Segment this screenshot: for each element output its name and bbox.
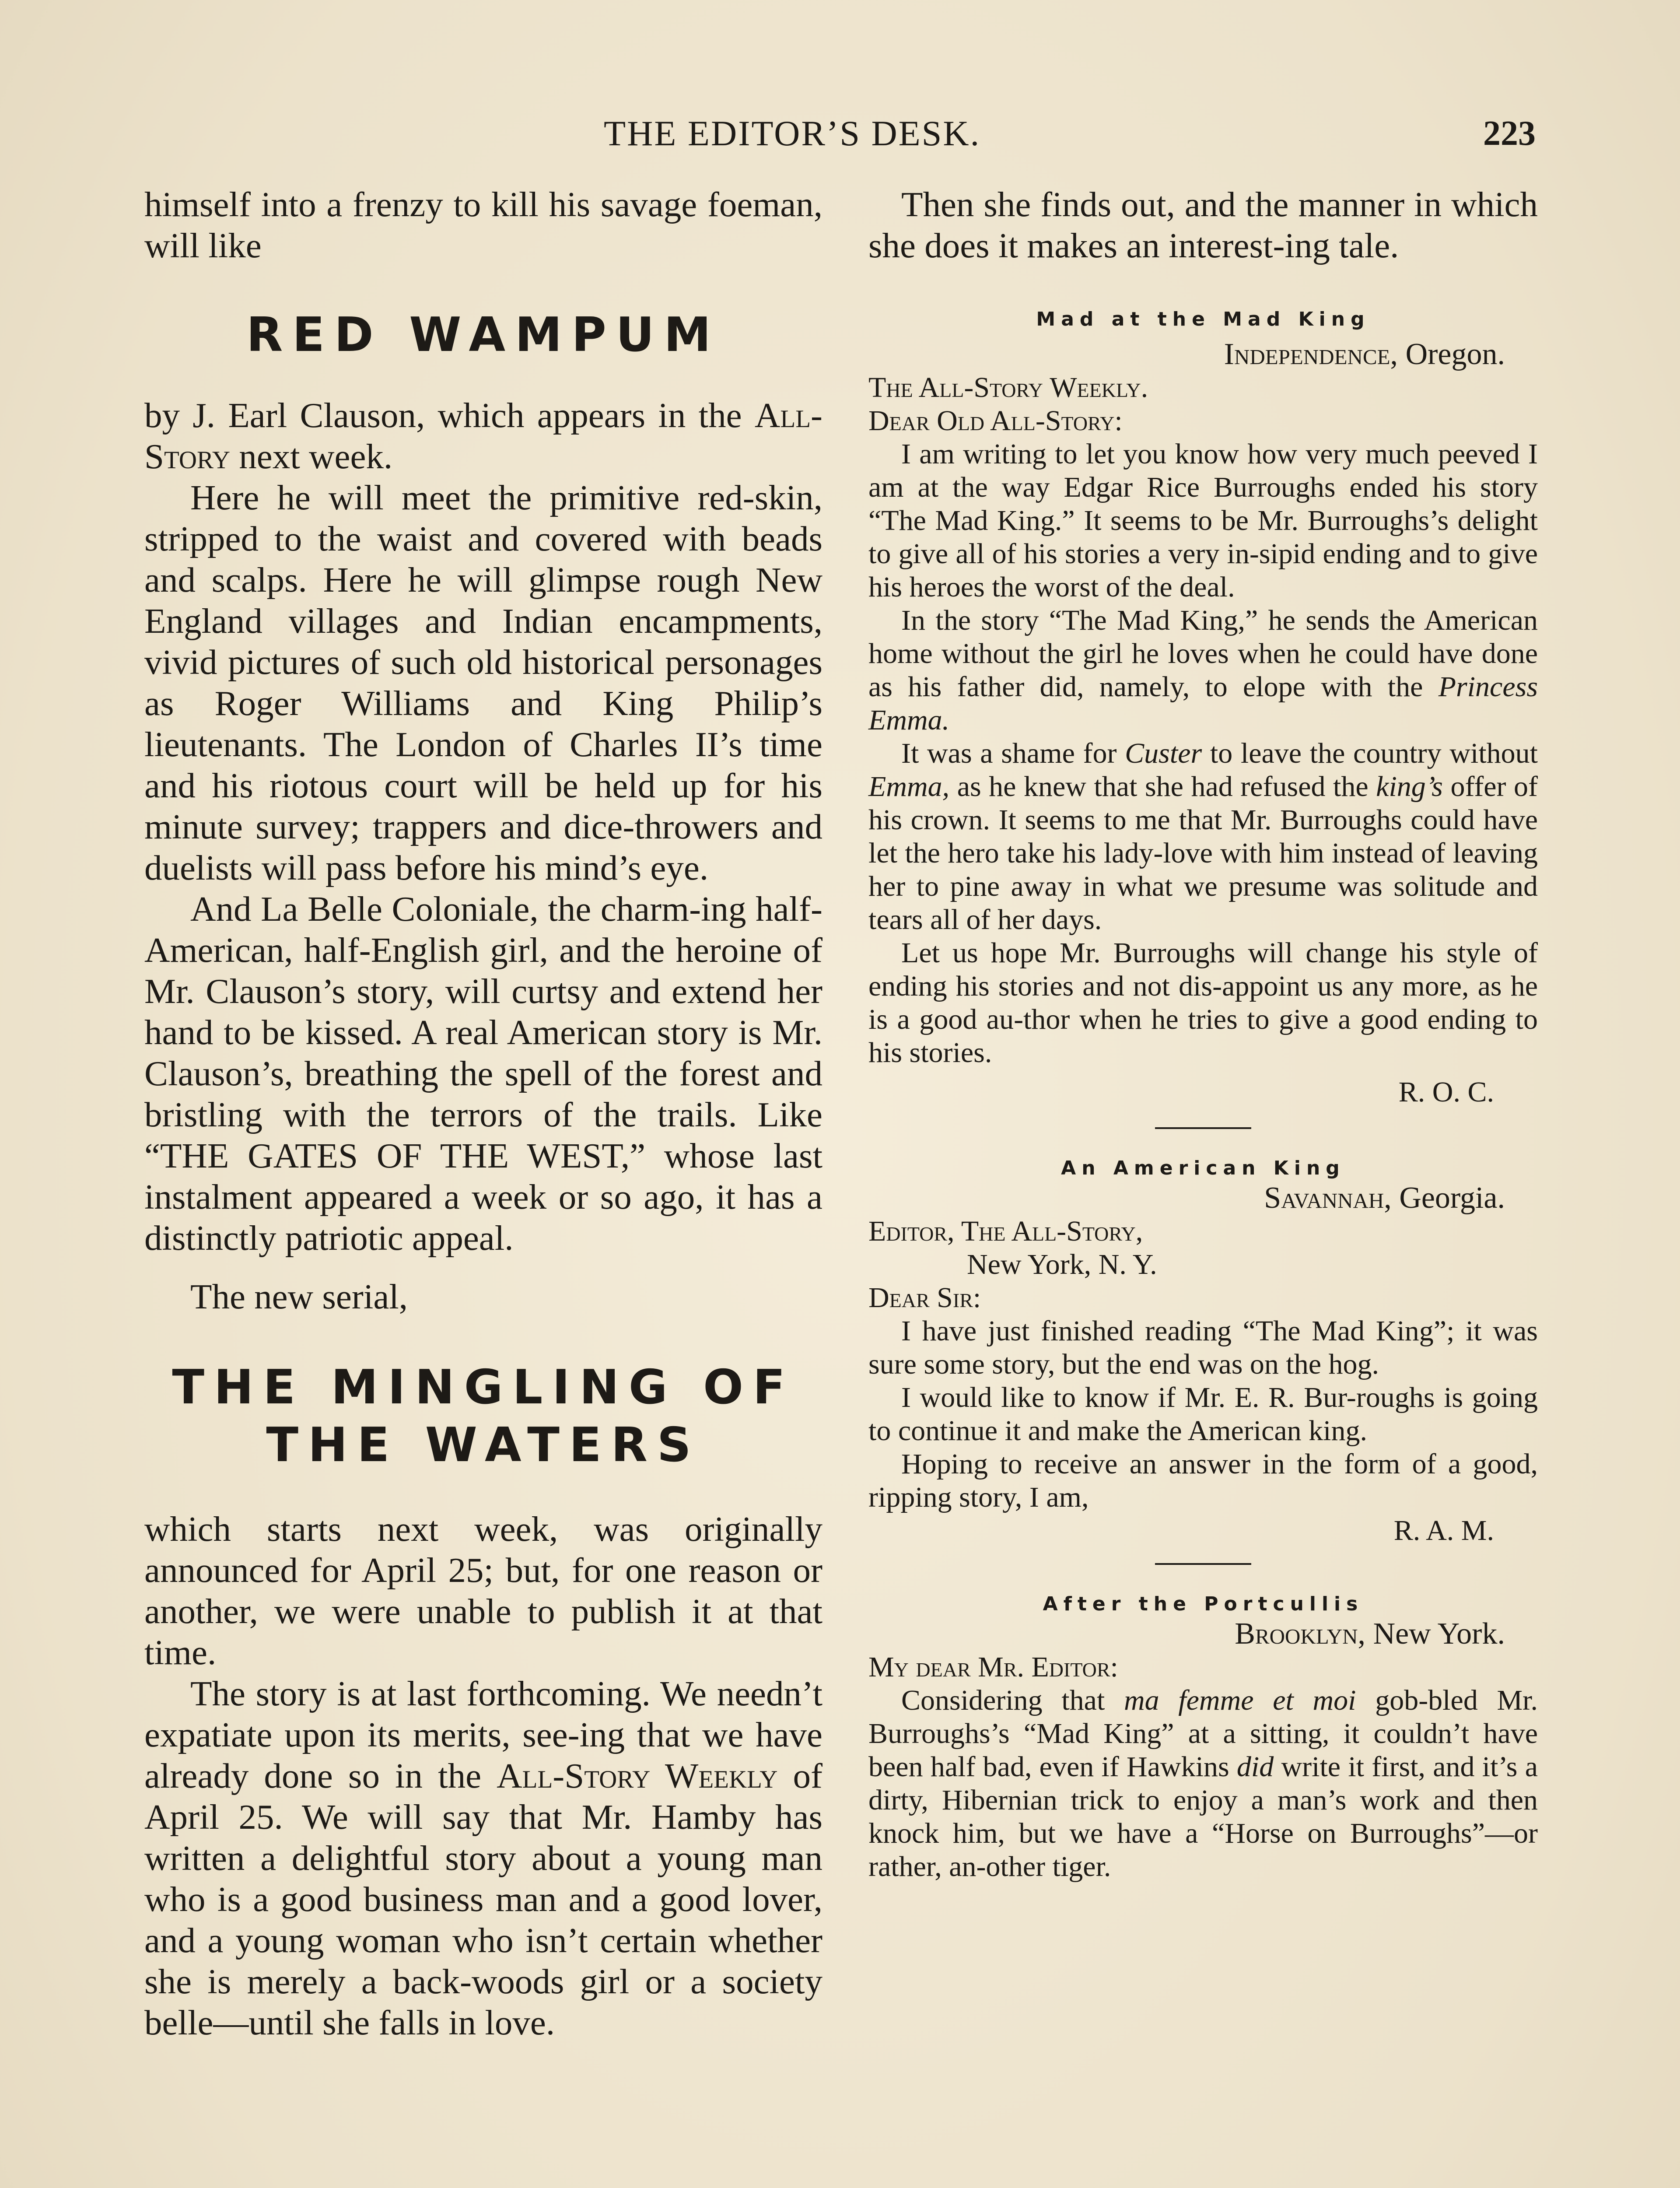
letter-mad-king: [868, 306, 1538, 1109]
paragraph: The new serial,: [190, 1277, 408, 1316]
letter-salutation: Dear Sir:: [868, 1282, 981, 1314]
paragraph: himself into a frenzy to kill his savage foeman, will like: [144, 185, 822, 265]
letter-paragraph: In the story “The Mad King,” he sends the American home without the girl he loves when he could have done as his father did, namely, to elope with the Princess Emma.: [868, 604, 1538, 736]
letter-title: Mad at the Mad King: [1036, 308, 1370, 330]
letter-paragraph: Hoping to receive an answer in the form of a good, ripping story, I am,: [868, 1448, 1538, 1513]
letter-addressee: The All-Story Weekly.: [868, 372, 1148, 403]
right-column: [868, 184, 1538, 1883]
paragraph: Here he will meet the primitive red-skin, stripped to the waist and covered with beads and scalps. Here he will glimpse rough New England villages and Indian encampments, vivid pictures of such old historical personages as Roger Williams and King Philip’s lieutenants. The London of Charles II’s time and his riotous court will be held up for his minute survey; trappers and dice-throwers and duelists will pass before his mind’s eye.: [144, 478, 822, 887]
magazine-name: All-Story: [144, 396, 823, 476]
paragraph: The story is at last forthcoming. We needn’t expatiate upon its merits, see-ing that we have already done so in the All-Story Weekly of April 25. We will say that Mr. Hamby has written a delightful story about a young man who is a good business man and a good lover, and a young woman who isn’t certain whether she is merely a back-woods girl or a society belle—until she falls in love.: [144, 1674, 822, 2042]
page-number: 223: [1483, 114, 1536, 153]
magazine-name: All-Story Weekly: [497, 1756, 778, 1795]
letter-paragraph: I am writing to let you know how very much peeved I am at the way Edgar Rice Burroughs ended his story “The Mad King.” It seems to be Mr. Burroughs’s delight to give all of his stories a very in-sipid ending and to give his heroes the worst of the deal.: [868, 438, 1538, 603]
story-title-line-1: THE MINGLING OF: [172, 1360, 795, 1415]
letter-signature: R. O. C.: [1398, 1076, 1494, 1108]
left-column: [144, 184, 822, 2043]
letter-title: After the Portcullis: [1043, 1593, 1364, 1615]
letter-salutation: Dear Old All-Story:: [868, 405, 1123, 437]
paragraph: which starts next week, was originally announced for April 25; but, for one reason or another, we were unable to publish it at that time.: [144, 1509, 822, 1672]
paragraph: And La Belle Coloniale, the charm-ing half-American, half-English girl, and the heroine of Mr. Clauson’s story, will curtsy and extend her hand to be kissed. A real American story is Mr. Clauson’s, breathing the spell of the forest and bristling with the terrors of the trails. Like “THE GATES OF THE WEST,” whose last instalment appeared a week or so ago, it has a distinctly patriotic appeal.: [144, 889, 822, 1258]
divider-rule: [1155, 1563, 1251, 1565]
letter-signature: R. A. M.: [1393, 1515, 1494, 1546]
running-head: [0, 109, 1680, 158]
letter-portcullis: [868, 1591, 1538, 1883]
letter-paragraph: It was a shame for Custer to leave the country without Emma, as he knew that she had refused the king’s offer of his crown. It seems to me that Mr. Burroughs could have let the hero take his lady-love with him instead of leaving her to pine away in what we presume was solitude and tears all of her days.: [868, 737, 1538, 936]
letter-addressee: Editor, The All-Story,: [868, 1215, 1143, 1247]
story-title-red-wampum: RED WAMPUM: [246, 308, 721, 362]
letter-place: Brooklyn, New York.: [1235, 1617, 1505, 1651]
paragraph: Then she finds out, and the manner in which she does it makes an interest-ing tale.: [868, 185, 1538, 265]
letter-paragraph: I would like to know if Mr. E. R. Bur-roughs is going to continue it and make the American king.: [868, 1382, 1538, 1447]
running-title: THE EDITOR’S DESK.: [604, 113, 981, 153]
paragraph: by J. Earl Clauson, which appears in the All-Story next week.: [144, 396, 823, 476]
letter-place: Savannah, Georgia.: [1264, 1181, 1505, 1215]
letter-addressee-city: New York, N. Y.: [967, 1248, 1157, 1280]
letter-american-king: [868, 1155, 1538, 1547]
divider-rule: [1155, 1127, 1251, 1129]
story-title-line-2: THE WATERS: [266, 1418, 701, 1473]
letter-title: An American King: [1061, 1157, 1345, 1179]
letter-salutation: My dear Mr. Editor:: [868, 1651, 1118, 1683]
letter-place: Independence, Oregon.: [1224, 337, 1505, 371]
letter-paragraph: Considering that ma femme et moi gob-bled Mr. Burroughs’s “Mad King” at a sitting, it couldn’t have been half bad, even if Hawkins did write it first, and it’s a dirty, Hibernian trick to enjoy a man’s work and then knock him, but we have a “Horse on Burroughs”—or rather, an-other tiger.: [868, 1684, 1538, 1883]
letter-paragraph: Let us hope Mr. Burroughs will change his style of ending his stories and not dis-appoint us any more, as he is a good au-thor when he tries to give a good ending to his stories.: [868, 937, 1538, 1069]
letter-paragraph: I have just finished reading “The Mad King”; it was sure some story, but the end was on the hog.: [868, 1315, 1538, 1380]
